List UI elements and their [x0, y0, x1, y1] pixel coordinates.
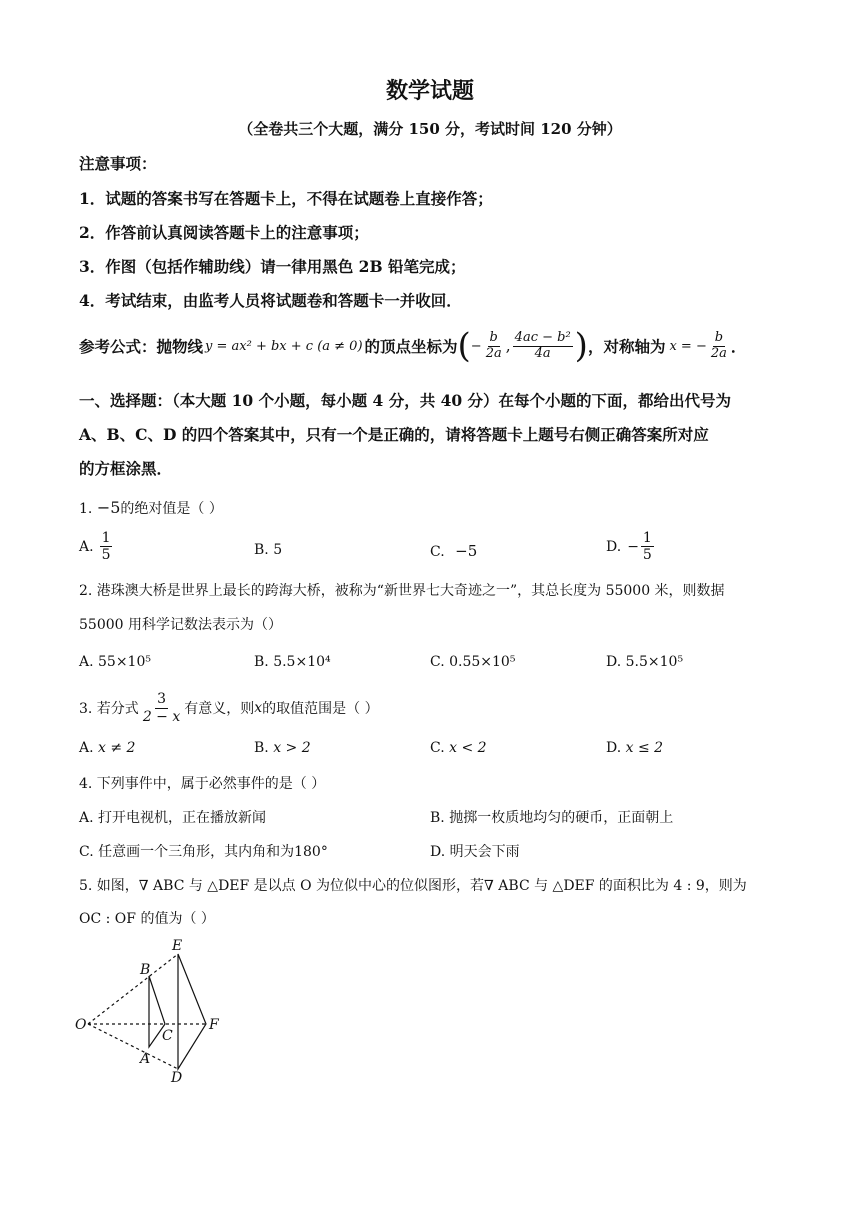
question-5-stem: OC : OF 的值为（ ） — [79, 911, 215, 927]
section-instructions: 一、选择题：（本大题 10 个小题，每小题 4 分，共 40 分）在每个小题的下面，都给出代号为 — [79, 391, 732, 410]
axis-fraction: $\frac{b}{2a}$ — [710, 329, 727, 361]
q3-option-c: C. x < 2 — [430, 740, 487, 756]
question-2-stem: 2. 港珠澳大桥是世界上最长的跨海大桥，被称为“新世界七大奇迹之一”，其总长度为 55000 米，则数据 — [79, 583, 725, 599]
question-5-stem: 5. 如图，∇ ABC 与 △DEF 是以点 O 为位似中心的位似图形，若∇ ABC 与 △DEF 的面积比为 4 : 9，则为 — [79, 878, 747, 894]
label-d: D — [171, 1070, 183, 1084]
q1-option-a: A. $\frac{1}{5}$ — [79, 530, 111, 564]
label-b: B — [140, 962, 151, 978]
q1-option-b: B. 5 — [254, 542, 283, 558]
q3-option-d: D. x ≤ 2 — [606, 740, 664, 756]
section-instructions: 的方框涂黑． — [79, 459, 173, 478]
q4-option-d: D. 明天会下雨 — [430, 844, 520, 860]
notes-heading: 注意事项： — [79, 154, 157, 173]
question-2-stem: 55000 用科学记数法表示为（） — [79, 617, 282, 633]
homothety-diagram — [72, 934, 232, 1084]
label-f: F — [209, 1017, 219, 1033]
section-instructions: A、B、C、D 的四个答案其中，只有一个是正确的，请将答题卡上题号右侧正确答案所对应 — [79, 425, 709, 444]
q4-option-a: A. 打开电视机，正在播放新闻 — [79, 810, 267, 826]
parabola-equation: y = ax² + bx + c (a ≠ 0) — [205, 338, 363, 354]
vertex-x-fraction: $\frac{b}{2a}$ — [485, 329, 502, 361]
question-1-stem: 1. −5的绝对值是（ ） — [79, 498, 223, 517]
right-paren: ) — [574, 326, 588, 366]
label-a: A — [140, 1051, 151, 1067]
q2-option-c: C. 0.55×10⁵ — [430, 654, 516, 670]
q3-option-a: A. x ≠ 2 — [79, 740, 136, 756]
reference-formula: 参考公式：抛物线 y = ax² + bx + c (a ≠ 0) 的顶点坐标为 ( − $\frac{b}{2a}$ , $\frac{\text{4ac − b²}}{4a}$ ) ，对称轴为 x = − $\frac{b}{2a}$ ． — [79, 326, 747, 366]
question-4-stem: 4. 下列事件中，属于必然事件的是（ ） — [79, 776, 326, 792]
q4-option-b: B. 抛掷一枚质地均匀的硬币，正面朝上 — [430, 810, 674, 826]
page-subtitle: （全卷共三个大题，满分 150 分，考试时间 120 分钟） — [238, 120, 622, 138]
formula-mid: 的顶点坐标为 — [364, 337, 458, 356]
note-item: 3．作图（包括作辅助线）请一律用黑色 2B 铅笔完成； — [79, 257, 466, 276]
note-item: 1．试题的答案书写在答题卡上，不得在试题卷上直接作答； — [79, 189, 493, 208]
left-paren: ( — [457, 326, 471, 366]
label-c: C — [162, 1028, 173, 1044]
q1-a-fraction: $\frac{1}{5}$ — [101, 530, 111, 564]
q1-option-d: D. − $\frac{1}{5}$ — [606, 530, 652, 564]
q2-option-b: B. 5.5×10⁴ — [254, 654, 331, 670]
ray-oe — [88, 954, 178, 1024]
note-item: 2．作答前认真阅读答题卡上的注意事项； — [79, 223, 369, 242]
q3-option-b: B. x > 2 — [254, 740, 311, 756]
triangle-def — [178, 954, 206, 1069]
label-o: O — [75, 1017, 87, 1033]
formula-end: ． — [730, 337, 747, 356]
formula-prefix: 参考公式：抛物线 — [79, 337, 204, 356]
q3-fraction: $\frac{3}{2 - x}$ — [142, 691, 181, 725]
vertex-y-fraction: $\frac{\text{4ac − b²}}{4a}$ — [514, 329, 571, 361]
q4-option-c: C. 任意画一个三角形，其内角和为180° — [79, 844, 328, 860]
question-3-stem: 3. 若分式 $\frac{3}{2 - x}$ 有意义，则 x 的取值范围是（ ） — [79, 691, 379, 725]
q1-option-c: C. −5 — [430, 542, 478, 560]
axis-lhs: x = − — [669, 338, 707, 354]
label-e: E — [172, 938, 183, 954]
page-title: 数学试题 — [385, 78, 474, 104]
q2-option-a: A. 55×10⁵ — [79, 654, 151, 670]
note-item: 4．考试结束，由监考人员将试题卷和答题卡一并收回． — [79, 291, 462, 310]
q1-d-fraction: $\frac{1}{5}$ — [642, 530, 652, 564]
axis-label: ，对称轴为 — [587, 337, 666, 356]
q2-option-d: D. 5.5×10⁵ — [606, 654, 684, 670]
